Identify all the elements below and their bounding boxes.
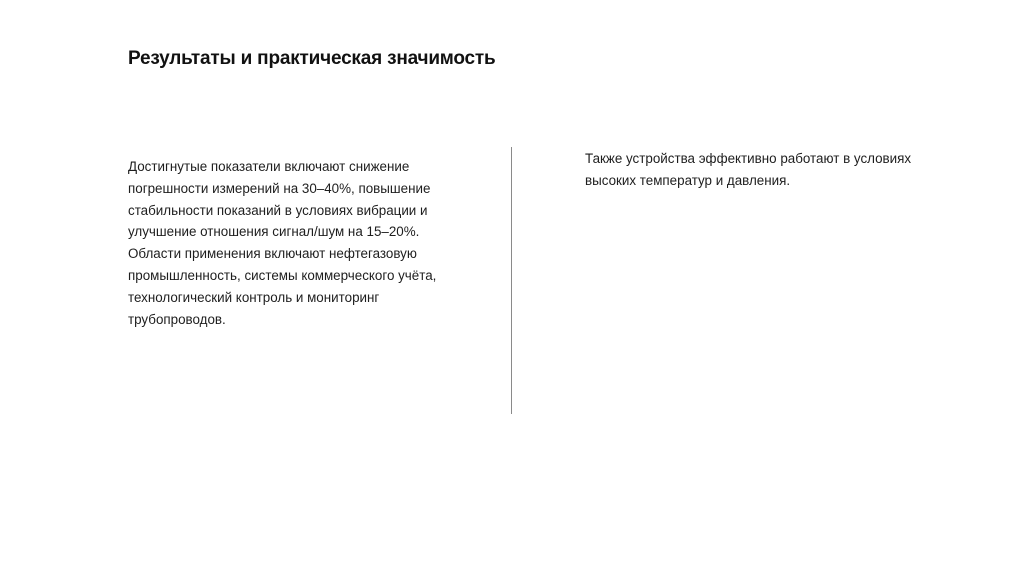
right-text-line: Также устройства эффективно работают в условиях	[585, 151, 912, 166]
left-text-line: трубопроводов.	[128, 311, 226, 327]
right-text-line: высоких температур и давления.	[585, 172, 791, 188]
left-text-line: Области применения включают нефтегазовую	[128, 246, 417, 262]
left-text-line: стабильности показаний в условиях вибрации и	[128, 202, 428, 218]
slide-title: Результаты и практическая значимость	[128, 48, 496, 69]
right-text-column	[585, 148, 925, 192]
left-text-line: улучшение отношения сигнал/шум на 15–20%.	[128, 224, 420, 240]
left-text-column	[128, 156, 458, 330]
left-text-line: промышленность, системы коммерческого учёта,	[128, 267, 437, 283]
left-text-line: Достигнутые показатели включают снижение	[128, 159, 410, 174]
column-divider	[511, 147, 512, 414]
left-text-line: технологический контроль и мониторинг	[128, 289, 380, 305]
left-text-line: погрешности измерений на 30–40%, повышение	[128, 180, 431, 196]
